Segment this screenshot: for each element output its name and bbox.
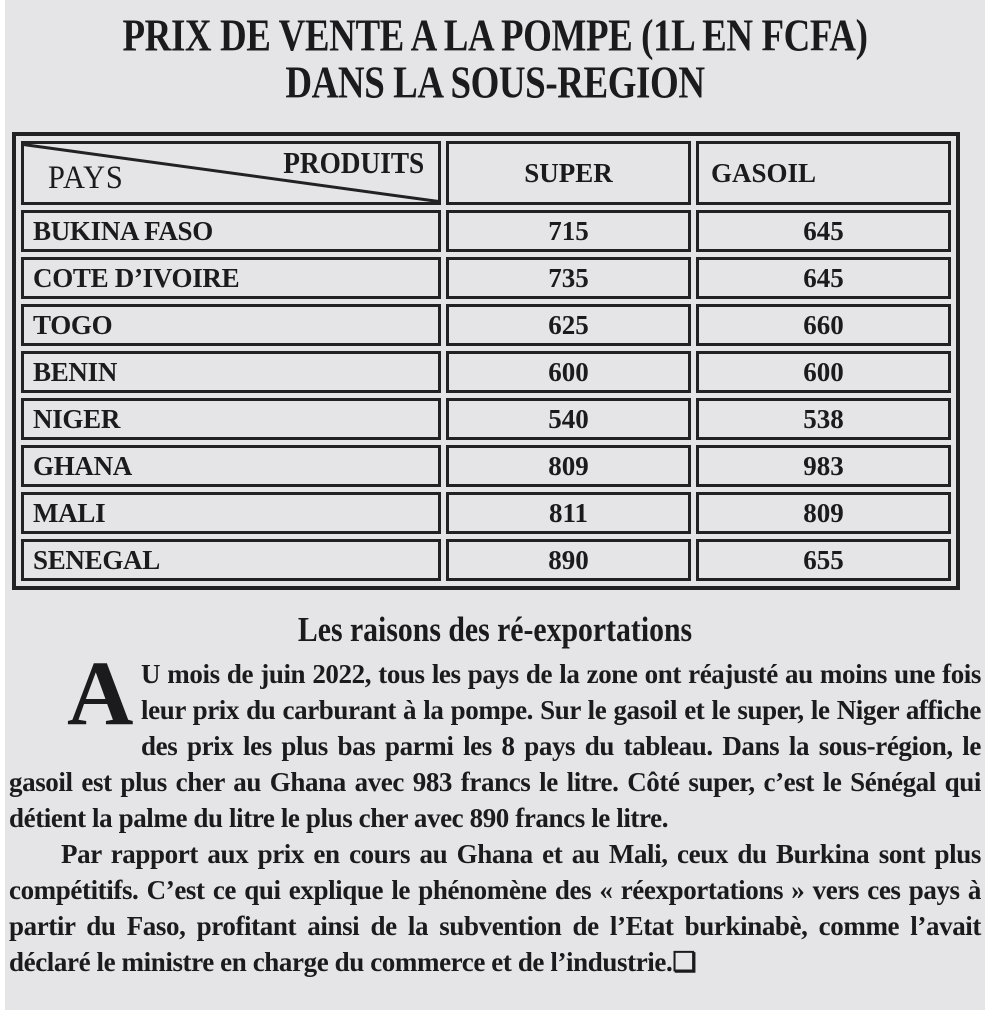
newspaper-clipping [5, 0, 985, 1010]
dropcap-letter: A [67, 642, 134, 744]
end-of-article-mark: ❏ [672, 947, 697, 977]
title-line-1: PRIX DE VENTE A LA POMPE (1L EN FCFA) [122, 10, 868, 61]
corner-pays-label: PAYS [48, 160, 124, 196]
title-line-2: DANS LA SOUS-REGION [285, 57, 705, 108]
table-row-niger [21, 398, 951, 440]
country-cell: BUKINA FASO [21, 210, 441, 252]
gasoil-price-cell: 655 [696, 539, 951, 581]
country-cell: SENEGAL [21, 539, 441, 581]
table-row-togo [21, 304, 951, 346]
super-price-cell: 735 [446, 257, 691, 299]
gasoil-price-cell: 983 [696, 445, 951, 487]
article-paragraph-2 [9, 836, 981, 980]
table-row-senegal [21, 539, 951, 581]
paragraph-1-text: U mois de juin 2022, tous les pays de la zone ont réajusté au moins une fois leur prix du carburant à la pompe. Sur le gasoil et le super, le Niger affiche des prix les plus bas parmi les 8 pays du tableau. Dans la sous-région, le gasoil est plus cher au Ghana avec 983 francs le litre. Côté super, c’est le Sénégal qui détient la palme du litre le plus cher avec 890 francs le litre. [9, 659, 981, 833]
article-paragraph-1 [9, 642, 981, 836]
gasoil-price-cell: 538 [696, 398, 951, 440]
country-cell: GHANA [21, 445, 441, 487]
table-row-ghana [21, 445, 951, 487]
gasoil-price-cell: 660 [696, 304, 951, 346]
country-cell: MALI [21, 492, 441, 534]
super-price-cell: 890 [446, 539, 691, 581]
super-price-cell: 809 [446, 445, 691, 487]
country-cell: NIGER [21, 398, 441, 440]
table-row-benin [21, 351, 951, 393]
gasoil-price-cell: 645 [696, 210, 951, 252]
fuel-prices-table [12, 132, 960, 590]
super-price-cell: 540 [446, 398, 691, 440]
column-header-super: SUPER [446, 141, 691, 205]
page-title [5, 12, 985, 106]
super-price-cell: 625 [446, 304, 691, 346]
paragraph-2-text: Par rapport aux prix en cours au Ghana et au Mali, ceux du Burkina sont plus compétitifs. C’est ce qui explique le phénomène des « réexportations » vers ces pays à partir du Faso, profitant ainsi de la subvention de l’Etat burkinabè, comme l’avait déclaré le ministre en charge du commerce et de l’industrie. [9, 839, 981, 977]
gasoil-price-cell: 645 [696, 257, 951, 299]
country-cell: BENIN [21, 351, 441, 393]
table-header-row [21, 141, 951, 205]
super-price-cell: 715 [446, 210, 691, 252]
table-row-cote-divoire [21, 257, 951, 299]
country-cell: TOGO [21, 304, 441, 346]
table-row-burkina [21, 210, 951, 252]
column-header-gasoil: GASOIL [696, 141, 951, 205]
gasoil-price-cell: 809 [696, 492, 951, 534]
table-corner-cell [21, 141, 441, 205]
article-body [9, 610, 981, 980]
super-price-cell: 600 [446, 351, 691, 393]
table-row-mali [21, 492, 951, 534]
gasoil-price-cell: 600 [696, 351, 951, 393]
country-cell: COTE D’IVOIRE [21, 257, 441, 299]
corner-produits-label: PRODUITS [283, 145, 424, 180]
article-heading: Les raisons des ré-exportations [297, 610, 693, 649]
super-price-cell: 811 [446, 492, 691, 534]
